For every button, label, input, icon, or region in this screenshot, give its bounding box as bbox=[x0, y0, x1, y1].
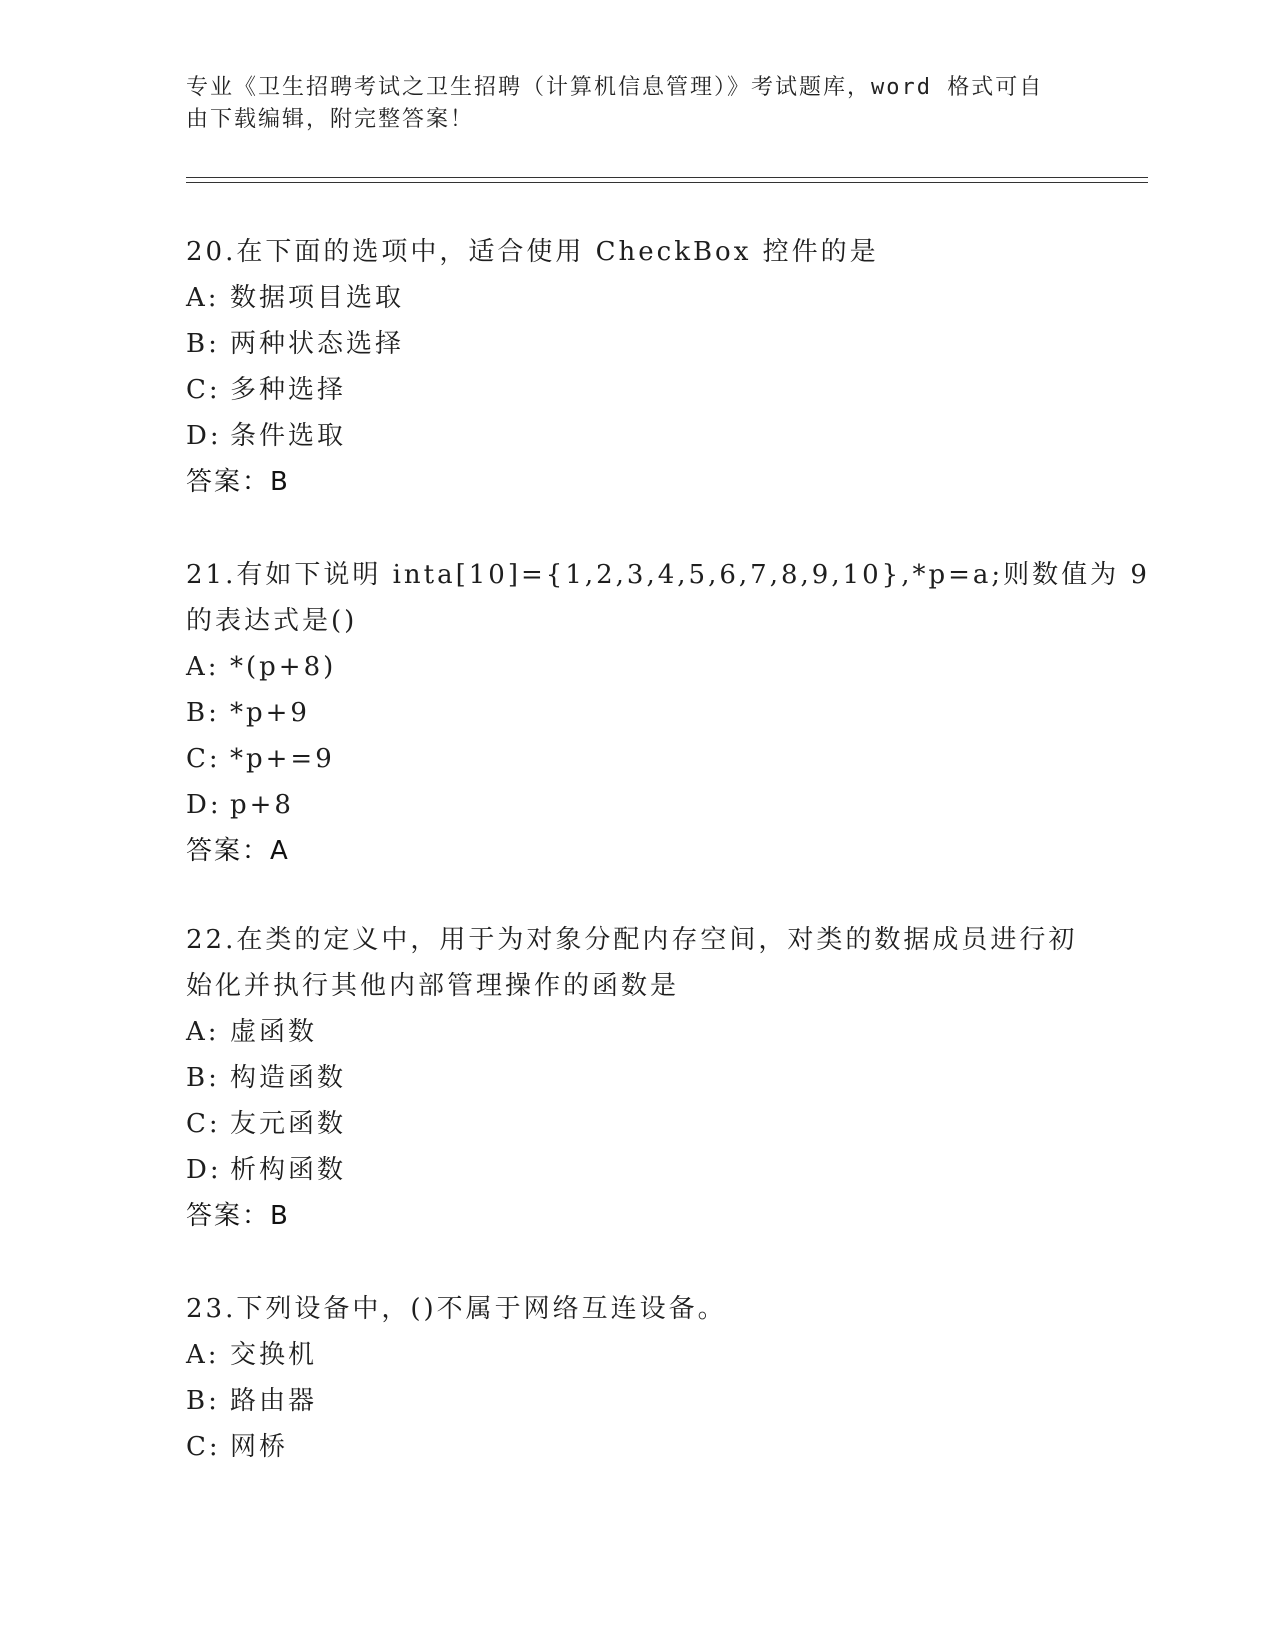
option-text: 网桥 bbox=[230, 1432, 289, 1462]
question-stem bbox=[186, 229, 1086, 275]
option-c bbox=[186, 367, 1086, 413]
question-23 bbox=[186, 1286, 1086, 1470]
option-b bbox=[186, 690, 1086, 736]
option-a bbox=[186, 644, 1086, 690]
question-21 bbox=[186, 552, 1150, 874]
option-a bbox=[186, 275, 1086, 321]
option-text: 交换机 bbox=[230, 1340, 318, 1370]
option-c bbox=[186, 1424, 1086, 1470]
option-key: B: bbox=[186, 1063, 220, 1093]
question-stem-line: 始化并执行其他内部管理操作的函数是 bbox=[186, 971, 680, 1001]
option-key: D: bbox=[186, 790, 222, 820]
option-text: 路由器 bbox=[230, 1386, 318, 1416]
option-b bbox=[186, 1055, 1086, 1101]
header-divider-bottom bbox=[186, 182, 1148, 183]
question-stem-line: 的表达式是() bbox=[186, 606, 358, 636]
question-stem-line: 21.有如下说明 inta[10]={1,2,3,4,5,6,7,8,9,10},*p=a;则数值为 9 bbox=[186, 560, 1150, 590]
header-line-2: 由下载编辑，附完整答案！ bbox=[186, 107, 475, 132]
option-text: 条件选取 bbox=[230, 421, 347, 451]
option-text: *(p+8) bbox=[230, 652, 337, 682]
option-key: B: bbox=[186, 329, 220, 359]
question-stem-line: 22.在类的定义中，用于为对象分配内存空间，对类的数据成员进行初 bbox=[186, 925, 1078, 955]
option-key: B: bbox=[186, 698, 220, 728]
option-b bbox=[186, 1378, 1086, 1424]
option-c bbox=[186, 736, 1086, 782]
option-key: D: bbox=[186, 421, 222, 451]
option-text: *p+9 bbox=[230, 698, 310, 728]
option-key: A: bbox=[186, 652, 220, 682]
answer-line: 答案：A bbox=[186, 836, 290, 866]
option-key: A: bbox=[186, 1340, 220, 1370]
option-key: D: bbox=[186, 1155, 222, 1185]
question-22 bbox=[186, 917, 1086, 1239]
option-key: C: bbox=[186, 1432, 221, 1462]
option-key: A: bbox=[186, 1017, 220, 1047]
question-stem bbox=[186, 917, 1086, 1009]
question-stem bbox=[186, 552, 1150, 644]
option-key: C: bbox=[186, 375, 221, 405]
header-line-1: 专业《卫生招聘考试之卫生招聘（计算机信息管理）》考试题库，word 格式可自 bbox=[186, 75, 1044, 100]
document-header bbox=[186, 72, 1086, 136]
answer-line: 答案：B bbox=[186, 467, 290, 497]
option-text: p+8 bbox=[230, 790, 294, 820]
question-20 bbox=[186, 229, 1086, 505]
question-stem-line: 20.在下面的选项中，适合使用 CheckBox 控件的是 bbox=[186, 237, 879, 267]
option-key: C: bbox=[186, 744, 221, 774]
option-text: 构造函数 bbox=[230, 1063, 347, 1093]
option-d bbox=[186, 1147, 1086, 1193]
option-d bbox=[186, 413, 1086, 459]
option-key: C: bbox=[186, 1109, 221, 1139]
option-text: 多种选择 bbox=[230, 375, 347, 405]
option-text: 数据项目选取 bbox=[230, 283, 405, 313]
header-divider-top bbox=[186, 177, 1148, 178]
option-text: 两种状态选择 bbox=[230, 329, 405, 359]
question-stem-line: 23.下列设备中，()不属于网络互连设备。 bbox=[186, 1294, 727, 1324]
option-text: 虚函数 bbox=[230, 1017, 318, 1047]
option-d bbox=[186, 782, 1086, 828]
question-stem bbox=[186, 1286, 1086, 1332]
option-key: A: bbox=[186, 283, 220, 313]
option-a bbox=[186, 1009, 1086, 1055]
option-text: *p+=9 bbox=[230, 744, 335, 774]
option-text: 析构函数 bbox=[230, 1155, 347, 1185]
option-c bbox=[186, 1101, 1086, 1147]
option-text: 友元函数 bbox=[230, 1109, 347, 1139]
option-a bbox=[186, 1332, 1086, 1378]
answer-line: 答案：B bbox=[186, 1201, 290, 1231]
option-b bbox=[186, 321, 1086, 367]
option-key: B: bbox=[186, 1386, 220, 1416]
